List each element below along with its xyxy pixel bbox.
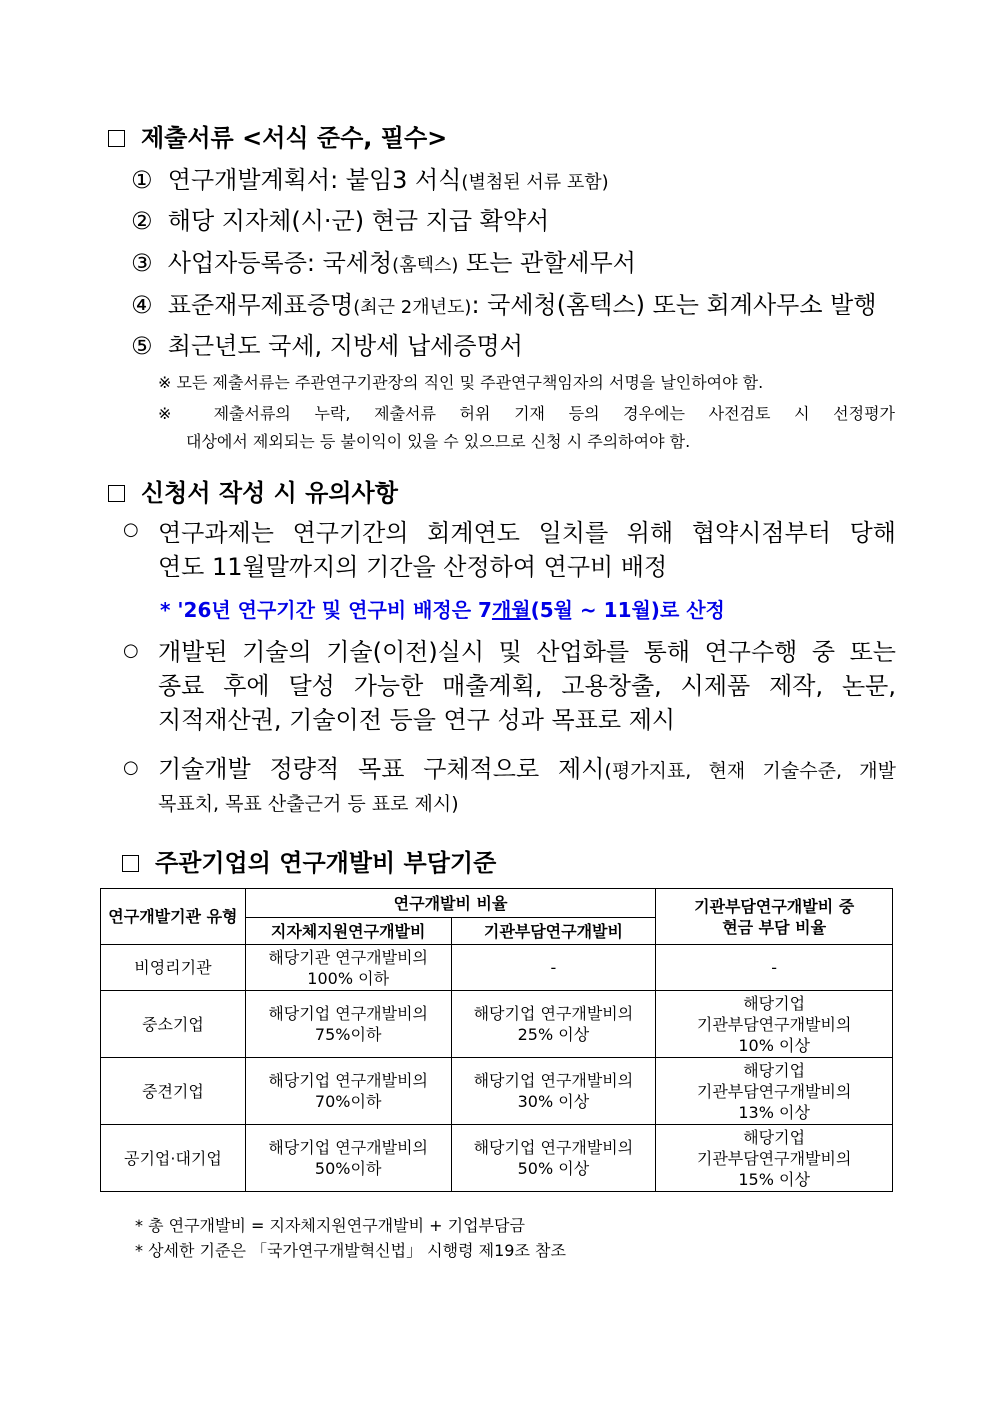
bullet-icon: ○ [123, 519, 139, 540]
list-item: ② 해당 지자체(시·군) 현금 지급 확약서 [131, 207, 550, 235]
note-line: ※ 제출서류의 누락, 제출서류 허위 기재 등의 경우에는 사전검토 시 선정평가 [158, 404, 895, 423]
table-row: 중견기업 해당기업 연구개발비의 70%이하 해당기업 연구개발비의 30% 이상 해당기업 기관부담연구개발비의 13% 이상 [101, 1058, 893, 1125]
table-row: 비영리기관 해당기관 연구개발비의 100% 이하 - - [101, 945, 893, 991]
list-item: ④ 표준재무제표증명(최근 2개년도): 국세청(홈텍스) 또는 회계사무소 발행 [131, 291, 877, 319]
note-line: 대상에서 제외되는 등 불이익이 있을 수 있으므로 신청 시 주의하여야 함. [186, 432, 691, 451]
footnote: * 상세한 기준은 「국가연구개발혁신법」 시행령 제19조 참조 [135, 1241, 566, 1260]
header-type: 연구개발기관 유형 [101, 889, 246, 945]
checkbox-square-icon [108, 485, 125, 502]
header-own: 기관부담연구개발비 [451, 918, 656, 945]
bullet-icon: ○ [123, 640, 139, 661]
paragraph-line: 목표치, 목표 산출근거 등 표로 제시) [158, 793, 459, 815]
section-title-burden: 주관기업의 연구개발비 부담기준 [122, 843, 496, 878]
burden-table [100, 888, 893, 1192]
table-row: 중소기업 해당기업 연구개발비의 75%이하 해당기업 연구개발비의 25% 이상 해당기업 기관부담연구개발비의 10% 이상 [101, 991, 893, 1058]
list-item: ⑤ 최근년도 국세, 지방세 납세증명서 [131, 332, 523, 360]
list-item: ① 연구개발계획서: 붙임3 서식(별첨된 서류 포함) [131, 166, 609, 194]
table-row: 공기업·대기업 해당기업 연구개발비의 50%이하 해당기업 연구개발비의 50% 이상 해당기업 기관부담연구개발비의 15% 이상 [101, 1125, 893, 1192]
checkbox-square-icon [108, 130, 125, 147]
paragraph-line: 연구과제는 연구기간의 회계연도 일치를 위해 협약시점부터 당해 [158, 519, 896, 547]
highlight-note: * '26년 연구기간 및 연구비 배정은 7개월(5월 ~ 11월)로 산정 [160, 598, 725, 622]
paragraph-line: 연도 11월말까지의 기간을 산정하여 연구비 배정 [158, 553, 668, 581]
section-title-notes: 신청서 작성 시 유의사항 [108, 473, 398, 508]
section-title-submission: 제출서류 <서식 준수, 필수> [108, 118, 447, 153]
list-item: ③ 사업자등록증: 국세청(홈텍스) 또는 관할세무서 [131, 249, 636, 277]
paragraph-line: 기술개발 정량적 목표 구체적으로 제시(평가지표, 현재 기술수준, 개발 [158, 755, 896, 783]
footnote: * 총 연구개발비 = 지자체지원연구개발비 + 기업부담금 [135, 1216, 525, 1235]
header-ratio: 연구개발비 비율 [245, 889, 655, 918]
bullet-icon: ○ [123, 757, 139, 778]
header-cash: 기관부담연구개발비 중 현금 부담 비율 [656, 889, 893, 945]
paragraph-line: 종료 후에 달성 가능한 매출계획, 고용창출, 시제품 제작, 논문, [158, 672, 896, 700]
paragraph-line: 개발된 기술의 기술(이전)실시 및 산업화를 통해 연구수행 중 또는 [158, 638, 896, 666]
checkbox-square-icon [122, 855, 139, 872]
note-line: ※ 모든 제출서류는 주관연구기관장의 직인 및 주관연구책임자의 서명을 날인하여야 함. [158, 373, 764, 392]
paragraph-line: 지적재산권, 기술이전 등을 연구 성과 목표로 제시 [158, 706, 676, 734]
header-gov: 지자체지원연구개발비 [245, 918, 451, 945]
